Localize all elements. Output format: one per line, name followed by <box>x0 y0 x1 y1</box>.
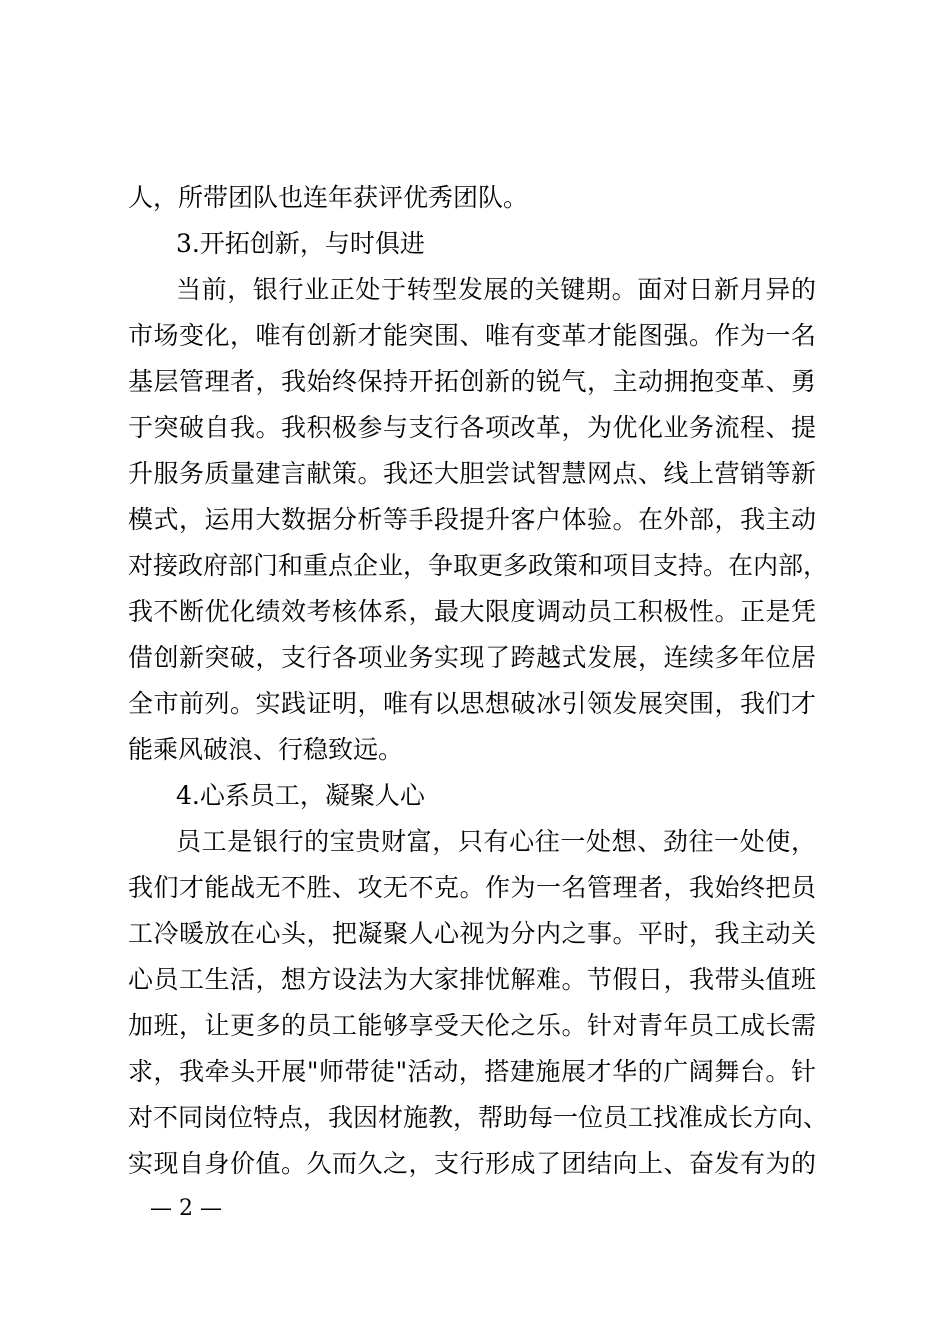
paragraph-line: 对不同岗位特点，我因材施教，帮助每一位员工找准成长方向、 <box>128 1103 829 1132</box>
paragraph-line: 心员工生活，想方设法为大家排忧解难。节假日，我带头值班 <box>128 965 816 994</box>
page-number: — 2 — <box>150 1196 222 1221</box>
paragraph-line: 全市前列。实践证明，唯有以思想破冰引领发展突围，我们才 <box>128 689 816 718</box>
paragraph-line: 基层管理者，我始终保持开拓创新的锐气，主动拥抱变革、勇 <box>128 367 816 396</box>
paragraph-line: 于突破自我。我积极参与支行各项改革，为优化业务流程、提 <box>128 413 816 442</box>
paragraph-line: 模式，运用大数据分析等手段提升客户体验。在外部，我主动 <box>128 505 816 534</box>
paragraph-line: 借创新突破，支行各项业务实现了跨越式发展，连续多年位居 <box>128 643 816 672</box>
paragraph-line: 能乘风破浪、行稳致远。 <box>128 735 404 764</box>
paragraph-line: 我们才能战无不胜、攻无不克。作为一名管理者，我始终把员 <box>128 873 816 902</box>
section-heading: 4.心系员工，凝聚人心 <box>176 781 425 810</box>
paragraph-line: 工冷暖放在心头，把凝聚人心视为分内之事。平时，我主动关 <box>128 919 816 948</box>
section-heading: 3.开拓创新，与时俱进 <box>176 229 425 258</box>
paragraph-line: 当前，银行业正处于转型发展的关键期。面对日新月异的 <box>176 275 816 304</box>
paragraph-line: 员工是银行的宝贵财富，只有心往一处想、劲往一处使， <box>176 827 816 856</box>
paragraph-line: 市场变化，唯有创新才能突围、唯有变革才能图强。作为一名 <box>128 321 816 350</box>
paragraph-line: 求，我牵头开展"师带徒"活动，搭建施展才华的广阔舞台。针 <box>128 1057 816 1086</box>
paragraph-line: 对接政府部门和重点企业，争取更多政策和项目支持。在内部， <box>128 551 829 580</box>
continuation-line: 人，所带团队也连年获评优秀团队。 <box>128 183 529 212</box>
paragraph-line: 升服务质量建言献策。我还大胆尝试智慧网点、线上营销等新 <box>128 459 816 488</box>
paragraph-line: 实现自身价值。久而久之，支行形成了团结向上、奋发有为的 <box>128 1149 816 1178</box>
paragraph-line: 我不断优化绩效考核体系，最大限度调动员工积极性。正是凭 <box>128 597 816 626</box>
paragraph-line: 加班，让更多的员工能够享受天伦之乐。针对青年员工成长需 <box>128 1011 816 1040</box>
